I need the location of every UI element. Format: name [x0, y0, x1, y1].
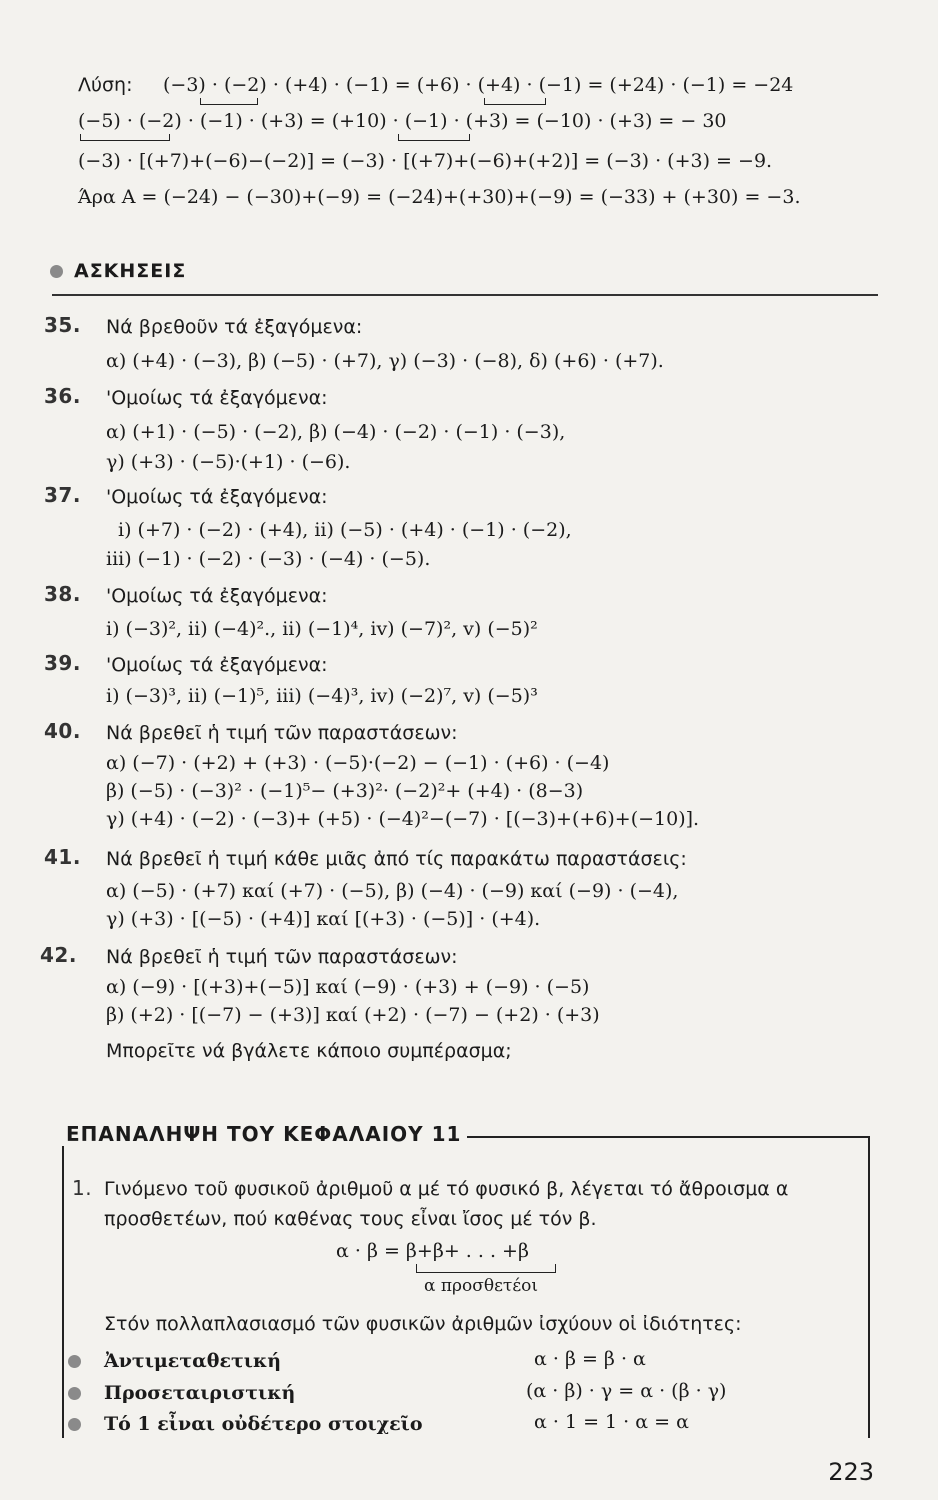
exercise-number: 35. [44, 313, 81, 337]
exercise-text: α) (−9) · [(+3)+(−5)] καί (−9) · (+3) + (−9) · (−5) [106, 976, 590, 998]
exercise-text: 'Ομοίως τά ἐξαγόμενα: [106, 585, 328, 607]
bullet-icon [68, 1418, 81, 1431]
exercise-text: iii) (−1) · (−2) · (−3) · (−4) · (−5). [106, 548, 431, 570]
definition-line-1: Γινόμενο τοῦ φυσικοῦ ἀριθμοῦ α μέ τό φυσικό β, λέγεται τό ἄθροισμα α [104, 1178, 789, 1200]
bullet-icon [68, 1387, 81, 1400]
bullet-icon [50, 265, 63, 278]
property-formula: α · 1 = 1 · α = α [534, 1411, 689, 1433]
exercise-text: γ) (+4) · (−2) · (−3)+ (+5) · (−4)²−(−7) · [(−3)+(+6)+(−10)]. [106, 808, 700, 830]
exercise-text: 'Ομοίως τά ἐξαγόμενα: [106, 654, 328, 676]
property-formula: α · β = β · α [534, 1348, 646, 1370]
exercise-text: i) (+7) · (−2) · (+4), ii) (−5) · (+4) · (−1) · (−2), [118, 519, 572, 541]
exercise-text: Νά βρεθεῖ ἡ τιμή τῶν παραστάσεων: [106, 946, 458, 968]
solution-line-4: Άρα A = (−24) − (−30)+(−9) = (−24)+(+30)+(−9) = (−33) + (+30) = −3. [78, 186, 801, 208]
exercise-number: 41. [44, 845, 81, 869]
solution-label: Λύση: [78, 74, 133, 96]
properties-intro: Στόν πολλαπλασιασμό τῶν φυσικῶν ἀριθμῶν ἰσχύουν οἱ ἰδιότητες: [104, 1313, 742, 1335]
exercise-text: α) (−5) · (+7) καί (+7) · (−5), β) (−4) · (−9) καί (−9) · (−4), [106, 880, 679, 902]
review-item-number: 1. [72, 1176, 93, 1200]
property-formula: (α · β) · γ = α · (β · γ) [526, 1380, 727, 1402]
exercise-text: α) (+4) · (−3), β) (−5) · (+7), γ) (−3) · (−8), δ) (+6) · (+7). [106, 350, 664, 372]
underbrace [398, 134, 470, 141]
section-divider [52, 294, 878, 296]
exercise-text: α) (−7) · (+2) + (+3) · (−5)·(−2) − (−1) · (+6) · (−4) [106, 752, 610, 774]
exercise-number: 42. [40, 943, 77, 967]
exercise-number: 38. [44, 582, 81, 606]
exercise-number: 37. [44, 483, 81, 507]
exercise-text: 'Ομοίως τά ἐξαγόμενα: [106, 387, 328, 409]
review-heading: ΕΠΑΝΑΛΗΨΗ ΤΟΥ ΚΕΦΑΛΑΙΟΥ 11 [60, 1122, 467, 1146]
underbrace [484, 98, 546, 105]
property-name: Ἀντιμεταθετική [104, 1350, 282, 1372]
property-name: Τό 1 εἶναι οὐδέτερο στοιχεῖο [104, 1413, 423, 1435]
exercise-text: α) (+1) · (−5) · (−2), β) (−4) · (−2) · (−1) · (−3), [106, 421, 566, 443]
exercise-number: 36. [44, 384, 81, 408]
underbrace [416, 1264, 556, 1273]
exercise-text: Νά βρεθεῖ ἡ τιμή τῶν παραστάσεων: [106, 722, 458, 744]
exercises-heading: ΑΣΚΗΣΕΙΣ [74, 260, 187, 282]
exercise-text: Νά βρεθεῖ ἡ τιμή κάθε μιᾶς ἀπό τίς παρακάτω παραστάσεις: [106, 848, 687, 870]
exercise-text: γ) (+3) · [(−5) · (+4)] καί [(+3) · (−5)] · (+4). [106, 908, 541, 930]
page-number: 223 [828, 1458, 874, 1486]
exercise-text: Μπορεῖτε νά βγάλετε κάποιο συμπέρασμα; [106, 1040, 512, 1062]
exercise-text: γ) (+3) · (−5)·(+1) · (−6). [106, 451, 351, 473]
exercise-text: β) (+2) · [(−7) − (+3)] καί (+2) · (−7) − (+2) · (+3) [106, 1004, 600, 1026]
bullet-icon [68, 1355, 81, 1368]
exercise-number: 40. [44, 719, 81, 743]
exercise-text: 'Ομοίως τά ἐξαγόμενα: [106, 486, 328, 508]
formula-caption: α προσθετέοι [424, 1276, 539, 1296]
solution-line-3: (−3) · [(+7)+(−6)−(−2)] = (−3) · [(+7)+(−6)+(+2)] = (−3) · (+3) = −9. [78, 150, 773, 172]
solution-line-2: (−5) · (−2) · (−1) · (+3) = (+10) · (−1) · (+3) = (−10) · (+3) = − 30 [78, 110, 727, 132]
underbrace [80, 134, 170, 141]
exercise-text: i) (−3)³, ii) (−1)⁵, iii) (−4)³, iv) (−2)⁷, v) (−5)³ [106, 685, 538, 707]
exercise-text: Νά βρεθοῦν τά ἐξαγόμενα: [106, 316, 363, 338]
multiplication-formula: α · β = β+β+ . . . +β [336, 1240, 529, 1262]
exercise-text: β) (−5) · (−3)² · (−1)⁵− (+3)²· (−2)²+ (+4) · (8−3) [106, 780, 584, 802]
property-name: Προσεταιριστική [104, 1382, 296, 1404]
exercise-text: i) (−3)², ii) (−4)²., ii) (−1)⁴, iv) (−7)², v) (−5)² [106, 618, 538, 640]
exercise-number: 39. [44, 651, 81, 675]
underbrace [200, 98, 258, 105]
definition-line-2: προσθετέων, πού καθένας τους εἶναι ἴσος μέ τόν β. [104, 1208, 597, 1230]
solution-line-1: (−3) · (−2) · (+4) · (−1) = (+6) · (+4) · (−1) = (+24) · (−1) = −24 [163, 74, 794, 96]
